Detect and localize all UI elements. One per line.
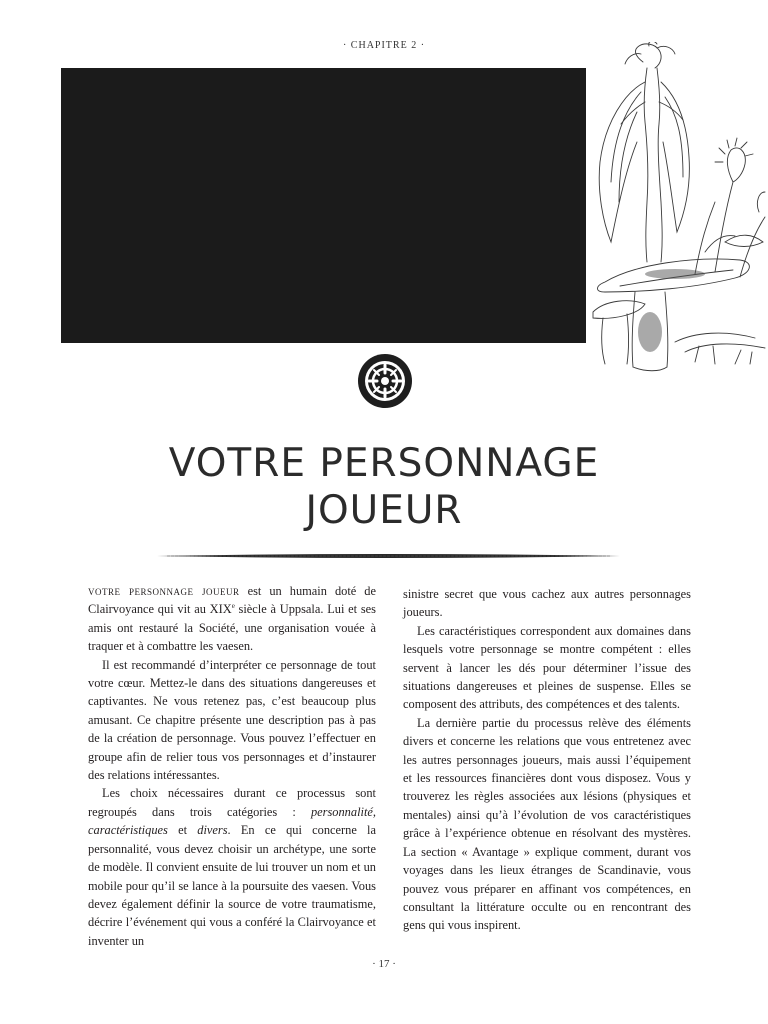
chapter-emblem-icon [355, 351, 415, 411]
century-superscript: e [231, 602, 235, 611]
running-header: · CHAPITRE 2 · [342, 40, 426, 51]
page-title [0, 440, 768, 534]
p3-italic-1: personnalité, caractéristiques [88, 804, 376, 838]
lead-in: votre personnage joueur [88, 584, 240, 598]
intro-text-b: siècle à Uppsala. Lui et ses amis ont restauré la Société, une organisation vouée à traquer et à combattre les vaesen. [88, 602, 376, 654]
body-paragraph: sinistre secret que vous cachez aux autres personnages joueurs. [403, 587, 691, 620]
p3-text-b: et [167, 823, 198, 838]
left-column [88, 582, 376, 950]
body-paragraph: La dernière partie du processus relève des éléments divers et concerne les relations que vous entretenez avec les autres personnages joueurs, mais aussi l’équipement et les ressources financières dont vous disposez. Vous y trouverez les règles associées aux lésions (physiques et mentales) ainsi qu’à l’évolution de vos caractéristiques grâce à l’expérience obtenue en résolvant des mystères. La section « Avantage » explique comment, durant vos voyages dans les lieux étranges de Scandinavie, vous pouvez vous préparer en affinant vos compétences, en consultant la littérature occulte ou en rencontrant des gens qui vous inspirent. [403, 715, 691, 933]
title-line-2: JOUEUR [305, 488, 463, 533]
p3-italic-2: divers [197, 823, 228, 838]
title-divider [157, 552, 620, 560]
page-number: · 17 · [372, 958, 396, 970]
intro-text-a: est un humain doté de Clairvoyance qui vit au XIX [88, 584, 376, 617]
right-column [403, 585, 691, 935]
body-paragraph: Il est recommandé d’interpréter ce personnage de tout votre cœur. Mettez-le dans des situations dangereuses et captivantes. Ne vous retenez pas, c’est beaucoup plus amusant. Ce chapitre présente une description pas à pas de la création de personnage. Vous pouvez l’effectuer en groupe afin de relier tous vos personnages et d’instaurer des relations intéressantes. [88, 657, 376, 783]
redacted-image-block [61, 68, 586, 343]
p3-text-a: Les choix nécessaires durant ce processus sont regroupés dans trois catégories : [88, 786, 376, 819]
fairy-on-mushroom-illustration [575, 42, 768, 372]
body-paragraph: Les caractéristiques correspondent aux domaines dans lesquels votre personnage se montre compétent : elles servent à lancer les dés pour déterminer l’issue des situations dangereuses et pleines de suspense. Elles se composent des attributs, des compétences et des talents. [403, 623, 691, 712]
p3-text-c: . En ce qui concerne la personnalité, vous devez choisir un archétype, une sorte de modèle. Il convient ensuite de lui trouver un nom et un mobile pour qu’il se lance à la poursuite des vaesen. Vous devez également définir la source de votre traumatisme, décrire l’événement qui vous a conféré la Clairvoyance et inventer un [88, 823, 377, 948]
intro-paragraph [88, 582, 376, 656]
body-paragraph [88, 784, 376, 950]
title-line-1: VOTRE PERSONNAGE [168, 441, 600, 486]
